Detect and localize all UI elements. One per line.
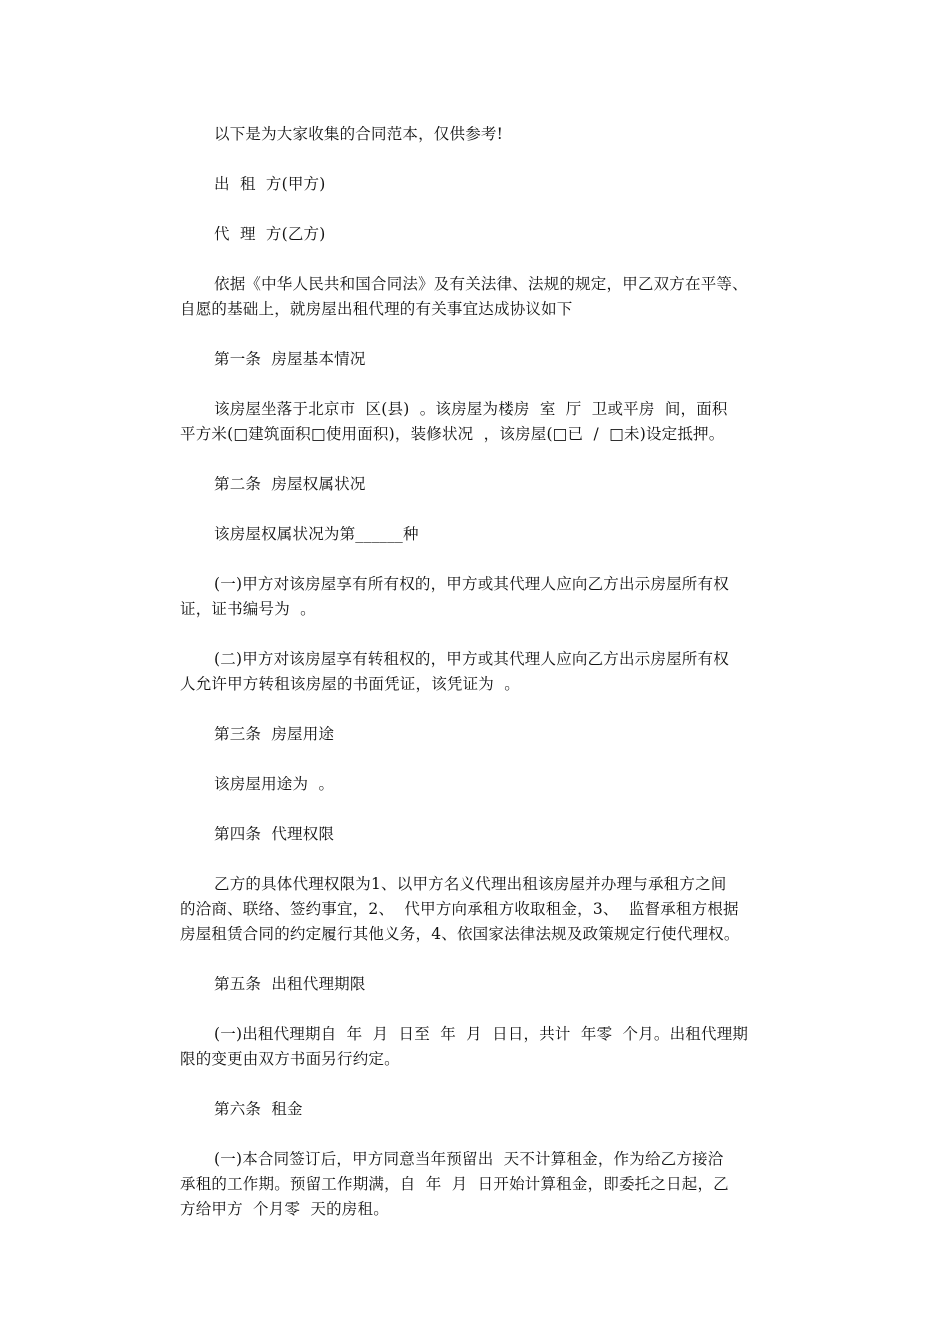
party-agent [180, 222, 780, 247]
text-line: 的洽商、联络、签约事宜，2、 代甲方向承租方收取租金，3、 监督承租方根据 [180, 900, 739, 918]
article-4-body [180, 872, 780, 947]
text-line: (二)甲方对该房屋享有转租权的，甲方或其代理人应向乙方出示房屋所有权 [214, 650, 729, 668]
text-line: 第五条 出租代理期限 [214, 975, 366, 993]
text-line: 方给甲方 个月零 天的房租。 [180, 1200, 389, 1218]
article-5-heading [180, 972, 780, 997]
text-line: 依据《中华人民共和国合同法》及有关法律、法规的规定，甲乙双方在平等、 [214, 275, 748, 293]
text-line: 承租的工作期。预留工作期满，自 年 月 日开始计算租金，即委托之日起，乙 [180, 1175, 729, 1193]
text-line: (一)本合同签订后，甲方同意当年预留出 天不计算租金，作为给乙方接洽 [214, 1150, 724, 1168]
article-5-clause-1 [180, 1022, 780, 1072]
article-3-heading [180, 722, 780, 747]
article-4-heading [180, 822, 780, 847]
text-line: 第三条 房屋用途 [214, 725, 335, 743]
text-line: 乙方的具体代理权限为1、以甲方名义代理出租该房屋并办理与承租方之间 [214, 875, 727, 893]
article-2-body [180, 522, 780, 547]
article-6-clause-1 [180, 1147, 780, 1222]
preamble [180, 272, 780, 322]
text-line: 人允许甲方转租该房屋的书面凭证，该凭证为 。 [180, 675, 520, 693]
article-1-heading [180, 347, 780, 372]
article-3-body [180, 772, 780, 797]
intro-note [180, 122, 780, 147]
text-line: 该房屋坐落于北京市 区(县) 。该房屋为楼房 室 厅 卫或平房 间，面积 [214, 400, 728, 418]
document-page [180, 122, 780, 1247]
text-line: 第四条 代理权限 [214, 825, 335, 843]
party-lessor [180, 172, 780, 197]
article-6-heading [180, 1097, 780, 1122]
text-line: 该房屋权属状况为第______种 [214, 525, 419, 543]
text-line: 自愿的基础上，就房屋出租代理的有关事宜达成协议如下 [180, 300, 573, 318]
article-1-body [180, 397, 780, 447]
text-line: 第六条 租金 [214, 1100, 303, 1118]
text-line: 代 理 方(乙方) [214, 225, 326, 243]
text-line: 房屋租赁合同的约定履行其他义务，4、依国家法律法规及政策规定行使代理权。 [180, 925, 740, 943]
text-line: (一)出租代理期自 年 月 日至 年 月 日日，共计 年零 个月。出租代理期 [214, 1025, 749, 1043]
text-line: 平方米(□建筑面积□使用面积)，装修状况 ，该房屋(□已 / □未)设定抵押。 [180, 425, 725, 443]
text-line: 第一条 房屋基本情况 [214, 350, 366, 368]
article-2-heading [180, 472, 780, 497]
text-line: 限的变更由双方书面另行约定。 [180, 1050, 400, 1068]
article-2-clause-2 [180, 647, 780, 697]
text-line: 该房屋用途为 。 [214, 775, 335, 793]
text-line: 出 租 方(甲方) [214, 175, 326, 193]
text-line: 证，证书编号为 。 [180, 600, 316, 618]
text-line: 以下是为大家收集的合同范本，仅供参考! [214, 125, 504, 143]
text-line: 第二条 房屋权属状况 [214, 475, 366, 493]
text-line: (一)甲方对该房屋享有所有权的，甲方或其代理人应向乙方出示房屋所有权 [214, 575, 729, 593]
article-2-clause-1 [180, 572, 780, 622]
